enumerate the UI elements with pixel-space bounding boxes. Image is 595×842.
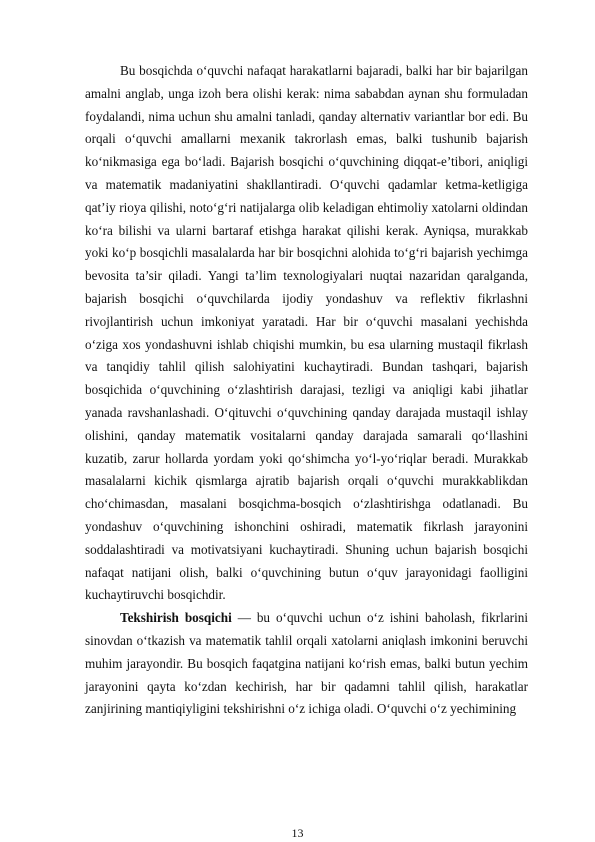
page-body	[85, 60, 528, 721]
term-checking-stage: Tekshirish bosqichi	[120, 610, 232, 626]
page-number: 13	[291, 826, 304, 840]
paragraph-checking-stage-text: — bu o‘quvchi uchun o‘z ishini baholash, fikrlarini sinovdan o‘tkazish va matematik tahlil orqali xatolarni aniqlash imkonini beruvchi muhim jarayondir. Bu bosqich faqatgina natijani ko‘rish emas, balki butun yechim jarayonini qayta ko‘zdan kechirish, har bir qadamni tahlil qilish, harakatlar zanjirining mantiqiyligini tekshirishni o‘z ichiga oladi. O‘quvchi o‘z yechimining	[85, 610, 528, 717]
paragraph-execution-stage: Bu bosqichda o‘quvchi nafaqat harakatlarni bajaradi, balki har bir bajarilgan amalni anglab, unga izoh bera olishi kerak: nima sababdan aynan shu formuladan foydalandi, nima uchun shu amalni tanladi, qanday alternativ variantlar bor edi. Bu orqali o‘quvchi amallarni mexanik takrorlash emas, balki tushunib bajarish ko‘nikmasiga ega bo‘ladi. Bajarish bosqichi o‘quvchining diqqat-e’tibori, aniqligi va matematik madaniyatini shakllantiradi. O‘quvchi qadamlar ketma-ketligiga qat’iy rioya qilishi, noto‘g‘ri natijalarga olib keladigan ehtimoliy xatolarni oldindan ko‘ra bilishi va ularni bartaraf etishga harakat qilishi kerak. Ayniqsa, murakkab yoki ko‘p bosqichli masalalarda har bir bosqichni alohida to‘g‘ri bajarish yechimga bevosita ta’sir qiladi. Yangi ta’lim texnologiyalari nuqtai nazaridan qaralganda, bajarish bosqichi o‘quvchilarda ijodiy yondashuv va reflektiv fikrlashni rivojlantirish uchun imkoniyat yaratadi. Har bir o‘quvchi masalani yechishda o‘ziga xos yondashuvni ishlab chiqishi mumkin, bu esa ularning mustaqil fikrlash va tanqidiy tahlil qilish salohiyatini kuchaytiradi. Bundan tashqari, bajarish bosqichida o‘quvchining o‘zlashtirish darajasi, tezligi va aniqligi kabi jihatlar yanada ravshanlashadi. O‘qituvchi o‘quvchining qanday darajada mustaqil ishlay olishini, qanday matematik vositalarni qanday darajada samarali qo‘llashini kuzatib, zarur hollarda yordam yoki qo‘shimcha yo‘l-yo‘riqlar beradi. Murakkab masalalarni kichik qismlarga ajratib bajarish orqali o‘quvchi murakkablikdan cho‘chimasdan, masalani bosqichma-bosqich o‘zlashtirishga odatlanadi. Bu yondashuv o‘quvchining ishonchini oshiradi, matematik fikrlash jarayonini soddalashtiradi va motivatsiyani kuchaytiradi. Shuning uchun bajarish bosqichi nafaqat natijani olish, balki o‘quvchining butun o‘quv jarayonidagi faolligini kuchaytiruvchi bosqichdir.	[85, 63, 528, 603]
paragraph-checking-stage	[85, 607, 528, 721]
